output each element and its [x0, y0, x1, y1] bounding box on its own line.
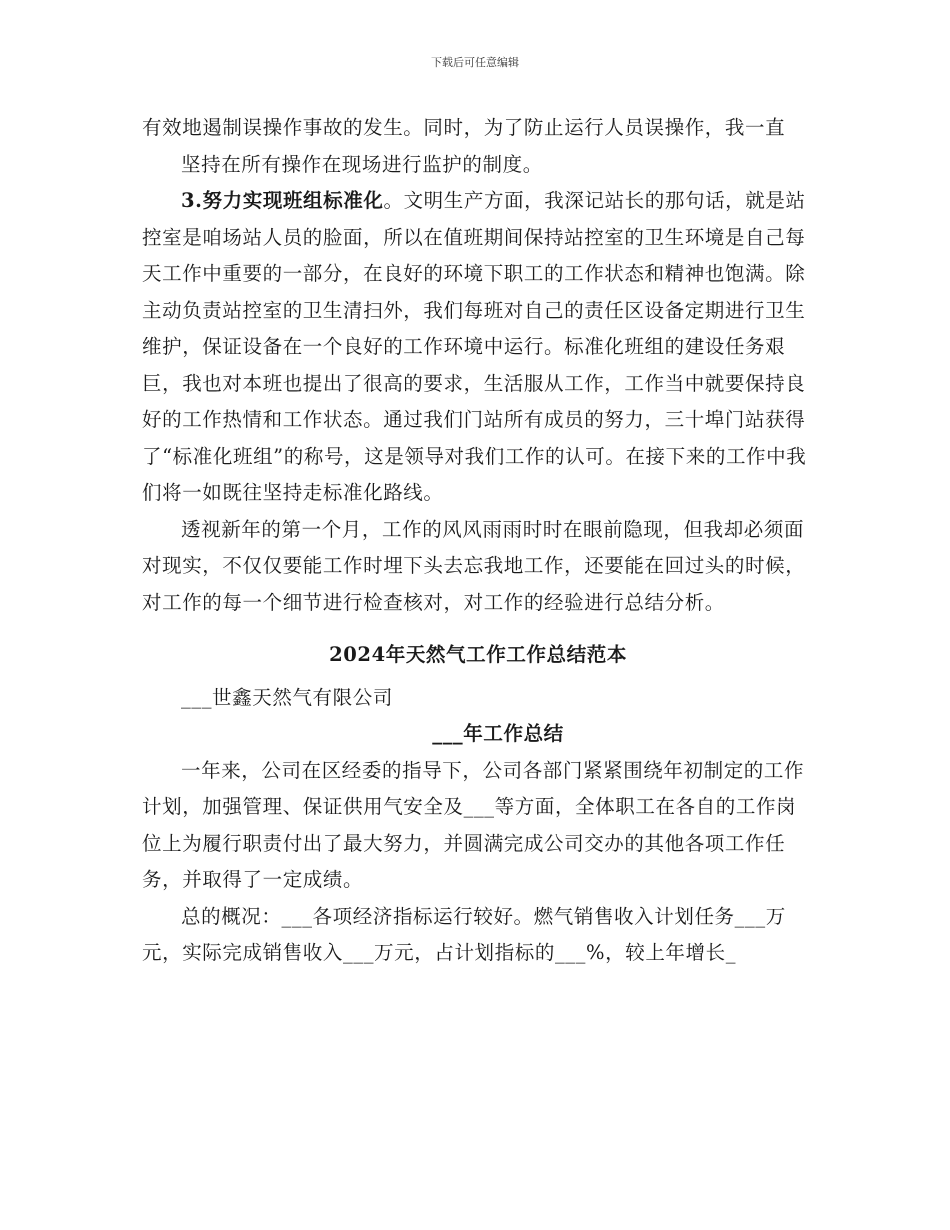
paragraph-overview: 总的概况：___各项经济指标运行较好。燃气销售收入计划任务___万元，实际完成销售收入___万元，占计划指标的___%，较上年增长_ [142, 904, 786, 964]
document-subtitle: ___年工作总结 [432, 722, 564, 745]
paragraph-continuation: 有效地遏制误操作事故的发生。同时，为了防止运行人员误操作，我一直 [142, 116, 786, 139]
paragraph-standardization-text: 。文明生产方面，我深记站长的那句话，就是站控室是咱场站人员的脸面，所以在值班期间保持站控室的卫生环境是自己每天工作中重要的一部分，在良好的环境下职工的工作状态和精神也饱满。除主动负责站控室的卫生清扫外，我们每班对自己的责任区设备定期进行卫生维护，保证设备在一个良好的工作环境中运行。标准化班组的建设任务艰巨，我也对本班也提出了很高的要求，生活服从工作，工作当中就要保持良好的工作热情和工作状态。通过我们门站所有成员的努力，三十埠门站获得了“标准化班组”的称号，这是领导对我们工作的认可。在接下来的工作中我们将一如既往坚持走标准化路线。 [142, 189, 807, 504]
paragraph-standardization [142, 183, 814, 512]
company-name: ___世鑫天然气有限公司 [181, 685, 393, 709]
paragraph-year-summary: 一年来，公司在区经委的指导下，公司各部门紧紧围绕年初制定的工作计划，加强管理、保证供用气安全及___等方面，全体职工在各自的工作岗位上为履行职责付出了最大努力，并圆满完成公司交办的其他各项工作任务，并取得了一定成绩。 [142, 758, 805, 891]
document-title: 2024年天然气工作工作总结范本 [329, 643, 627, 666]
paragraph-supervision: 坚持在所有操作在现场进行监护的制度。 [181, 152, 543, 176]
paragraph-new-year: 透视新年的第一个月，工作的风风雨雨时时在眼前隐现，但我却必须面对现实，不仅仅要能工作时埋下头去忘我地工作，还要能在回过头的时候，对工作的每一个细节进行检查核对，对工作的经验进行总结分析。 [142, 517, 806, 614]
document-body [142, 110, 814, 972]
section-heading-standardization: 3.努力实现班组标准化 [181, 189, 384, 212]
page-header: 下载后可任意编辑 [431, 56, 519, 69]
